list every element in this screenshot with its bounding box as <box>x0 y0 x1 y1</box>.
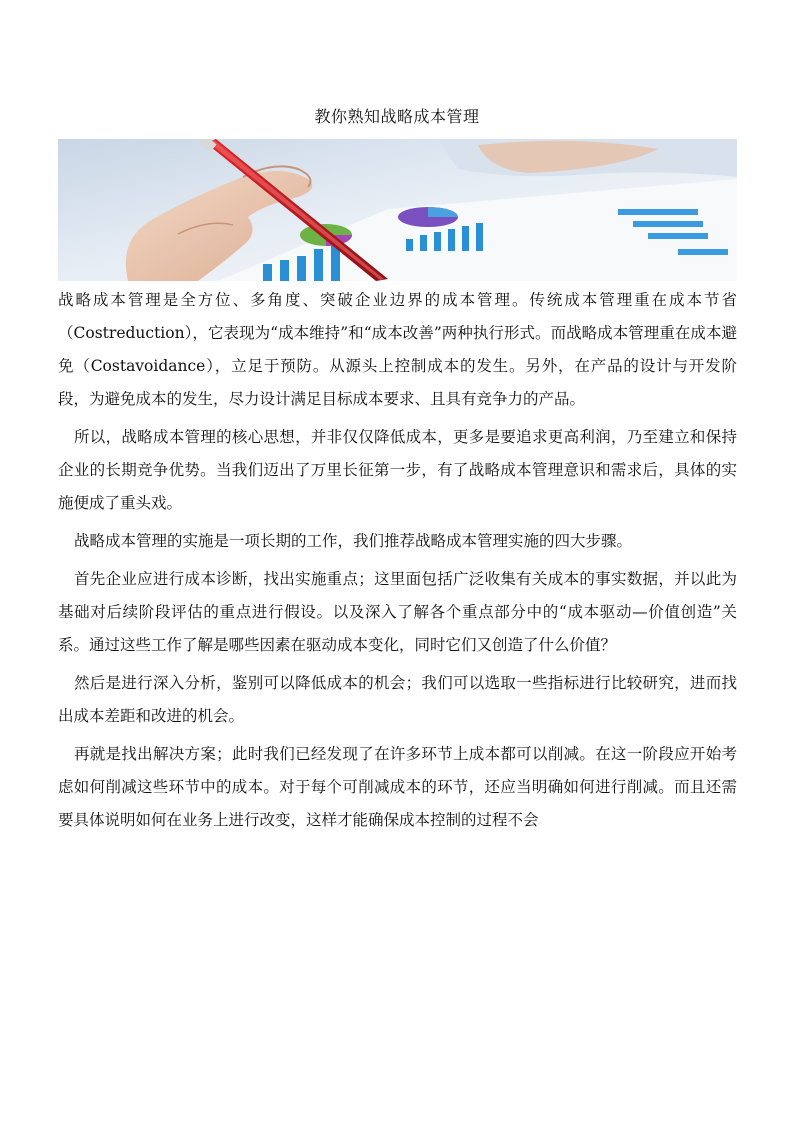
document-body <box>58 284 737 842</box>
paragraph: 战略成本管理的实施是一项长期的工作，我们推荐战略成本管理实施的四大步骤。 <box>74 532 633 550</box>
hero-image-hand-with-pen-and-charts <box>58 139 737 281</box>
paragraph: 再就是找出解决方案；此时我们已经发现了在许多环节上成本都可以削减。在这一阶段应开始考虑如何削减这些环节中的成本。对于每个可削减成本的环节，还应当明确如何进行削减。而且还需要具体说明如何在业务上进行改变，这样才能确保成本控制的过程不会 <box>58 745 737 829</box>
paragraph: 所以，战略成本管理的核心思想，并非仅仅降低成本，更多是要追求更高利润，乃至建立和保持企业的长期竞争优势。当我们迈出了万里长征第一步，有了战略成本管理意识和需求后，具体的实施便成了重头戏。 <box>58 428 737 512</box>
paragraph: 战略成本管理是全方位、多角度、突破企业边界的成本管理。传统成本管理重在成本节省（Costreduction），它表现为“成本维持”和“成本改善”两种执行形式。而战略成本管理重在成本避免（Costavoidance），立足于预防。从源头上控制成本的发生。另外，在产品的设计与开发阶段，为避免成本的发生，尽力设计满足目标成本要求、且具有竞争力的产品。 <box>58 291 737 408</box>
paragraph: 首先企业应进行成本诊断，找出实施重点；这里面包括广泛收集有关成本的事实数据，并以此为基础对后续阶段评估的重点进行假设。以及深入了解各个重点部分中的“成本驱动—价值创造”关系。通过这些工作了解是哪些因素在驱动成本变化，同时它们又创造了什么价值？ <box>58 570 737 654</box>
paragraph: 然后是进行深入分析，鉴别可以降低成本的机会；我们可以选取一些指标进行比较研究，进而找出成本差距和改进的机会。 <box>58 674 737 725</box>
document-title: 教你熟知战略成本管理 <box>314 107 480 126</box>
